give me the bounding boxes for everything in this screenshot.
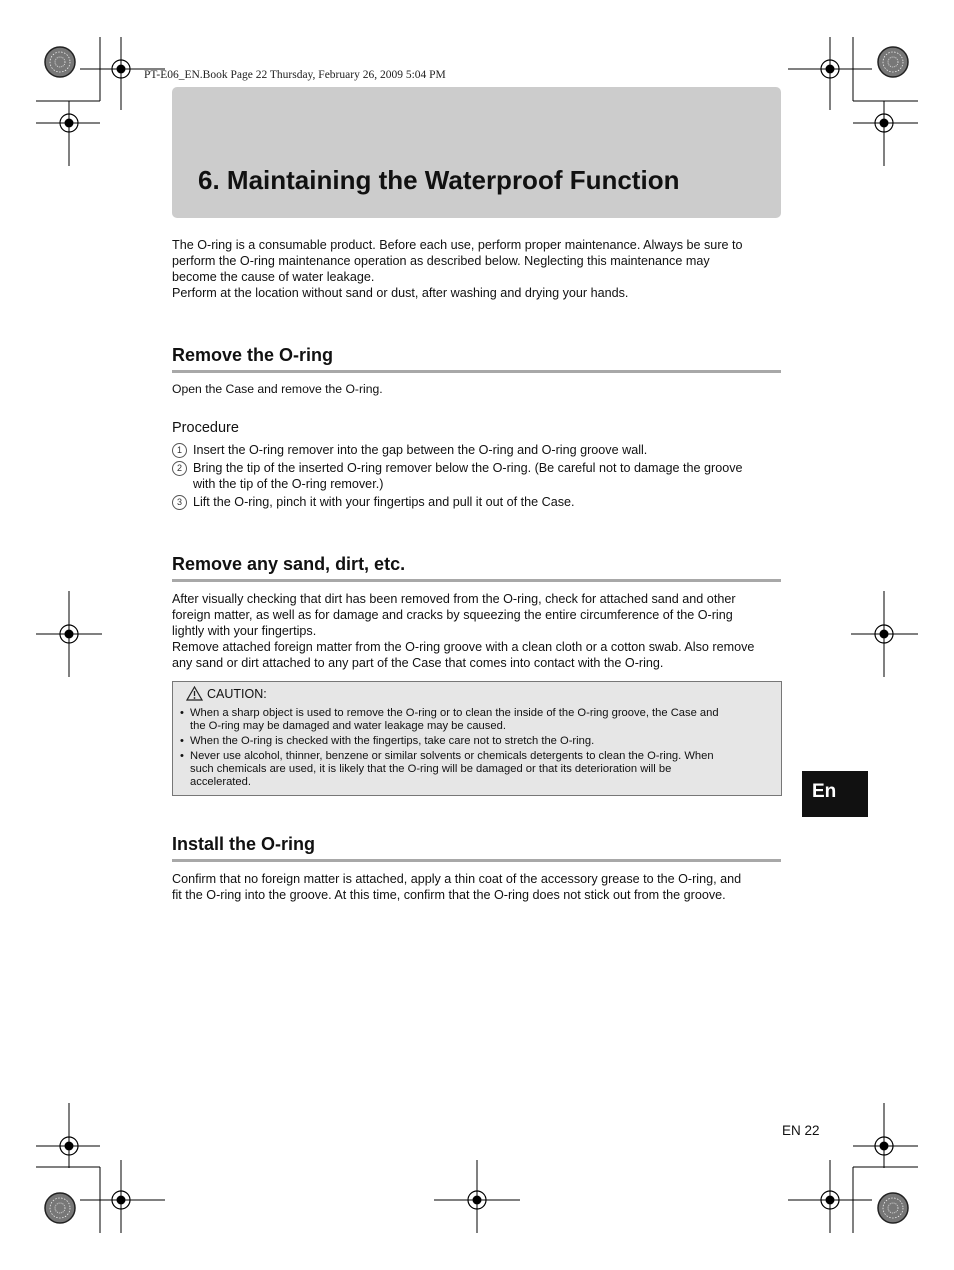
procedure-step bbox=[172, 442, 784, 458]
caution-line: the O-ring may be damaged and water leakage may be caused. bbox=[190, 720, 506, 733]
warning-triangle-icon bbox=[186, 686, 203, 701]
caution-line: • When the O-ring is checked with the fingertips, take care not to stretch the O-ring. bbox=[190, 734, 595, 747]
procedure-step bbox=[172, 494, 784, 510]
remove-oring-text: Open the Case and remove the O-ring. bbox=[172, 382, 383, 396]
step-text: with the tip of the O-ring remover.) bbox=[193, 477, 384, 491]
section-remove-oring bbox=[172, 343, 781, 373]
step-number: 1 bbox=[172, 443, 187, 458]
caution-box bbox=[172, 681, 782, 796]
caution-item bbox=[180, 750, 774, 790]
paragraph-line: fit the O-ring into the groove. At this time, confirm that the O-ring does not stick out from the groove. bbox=[172, 888, 726, 902]
caution-label: CAUTION: bbox=[207, 687, 267, 701]
caution-line: accelerated. bbox=[190, 776, 251, 789]
paragraph-line: Remove attached foreign matter from the O-ring groove with a clean cloth or a cotton swab. Also remove bbox=[172, 640, 755, 654]
language-tab bbox=[802, 771, 868, 817]
step-text: Bring the tip of the inserted O-ring remover below the O-ring. (Be careful not to damage the groove bbox=[193, 461, 743, 475]
caution-line: • When a sharp object is used to remove the O-ring or to clean the inside of the O-ring groove, the Case and bbox=[190, 707, 719, 719]
intro-paragraph bbox=[172, 237, 784, 301]
paragraph-line: foreign matter, as well as for damage and cracks by squeezing the entire circumference of the O-ring bbox=[172, 608, 733, 622]
install-paragraph bbox=[172, 871, 784, 903]
section-heading: Remove any sand, dirt, etc. bbox=[172, 554, 406, 574]
page-number: EN 22 bbox=[782, 1123, 820, 1138]
procedure-step bbox=[172, 460, 784, 492]
step-number: 3 bbox=[172, 495, 187, 510]
step-number: 2 bbox=[172, 461, 187, 476]
caution-item bbox=[180, 707, 774, 734]
step-text: Lift the O-ring, pinch it with your fingertips and pull it out of the Case. bbox=[193, 495, 575, 509]
caution-list bbox=[180, 707, 774, 791]
paragraph-line: After visually checking that dirt has been removed from the O-ring, check for attached sand and other bbox=[172, 592, 736, 606]
title-banner bbox=[172, 87, 781, 218]
caution-line: • Never use alcohol, thinner, benzene or similar solvents or chemicals detergents to clean the O-ring. When bbox=[190, 749, 714, 762]
paragraph-line: any sand or dirt attached to any part of the Case that comes into contact with the O-ring. bbox=[172, 656, 664, 670]
paragraph-line: lightly with your fingertips. bbox=[172, 624, 317, 638]
section-install-oring bbox=[172, 832, 781, 862]
procedure-label: Procedure bbox=[172, 420, 239, 436]
step-text: Insert the O-ring remover into the gap between the O-ring and O-ring groove wall. bbox=[193, 443, 648, 457]
paragraph-line: Confirm that no foreign matter is attached, apply a thin coat of the accessory grease to the O-ring, and bbox=[172, 872, 742, 886]
caution-item bbox=[180, 735, 774, 748]
book-header-info: PT-E06_EN.Book Page 22 Thursday, February 26, 2009 5:04 PM bbox=[144, 69, 446, 81]
language-tab-label: En bbox=[812, 781, 837, 802]
caution-header bbox=[186, 686, 267, 701]
intro-line: Perform at the location without sand or dust, after washing and drying your hands. bbox=[172, 286, 629, 300]
section-heading: Install the O-ring bbox=[172, 834, 316, 854]
intro-line: The O-ring is a consumable product. Before each use, perform proper maintenance. Always be sure to bbox=[172, 238, 743, 252]
section-heading: Remove the O-ring bbox=[172, 345, 334, 365]
intro-line: perform the O-ring maintenance operation as described below. Neglecting this maintenance may bbox=[172, 254, 710, 268]
remove-sand-paragraph bbox=[172, 591, 784, 671]
caution-line: such chemicals are used, it is likely that the O-ring will be damaged or that its deterioration will be bbox=[190, 762, 672, 775]
intro-line: become the cause of water leakage. bbox=[172, 270, 375, 284]
page-title: 6. Maintaining the Waterproof Function bbox=[198, 165, 680, 195]
section-remove-sand bbox=[172, 552, 781, 582]
